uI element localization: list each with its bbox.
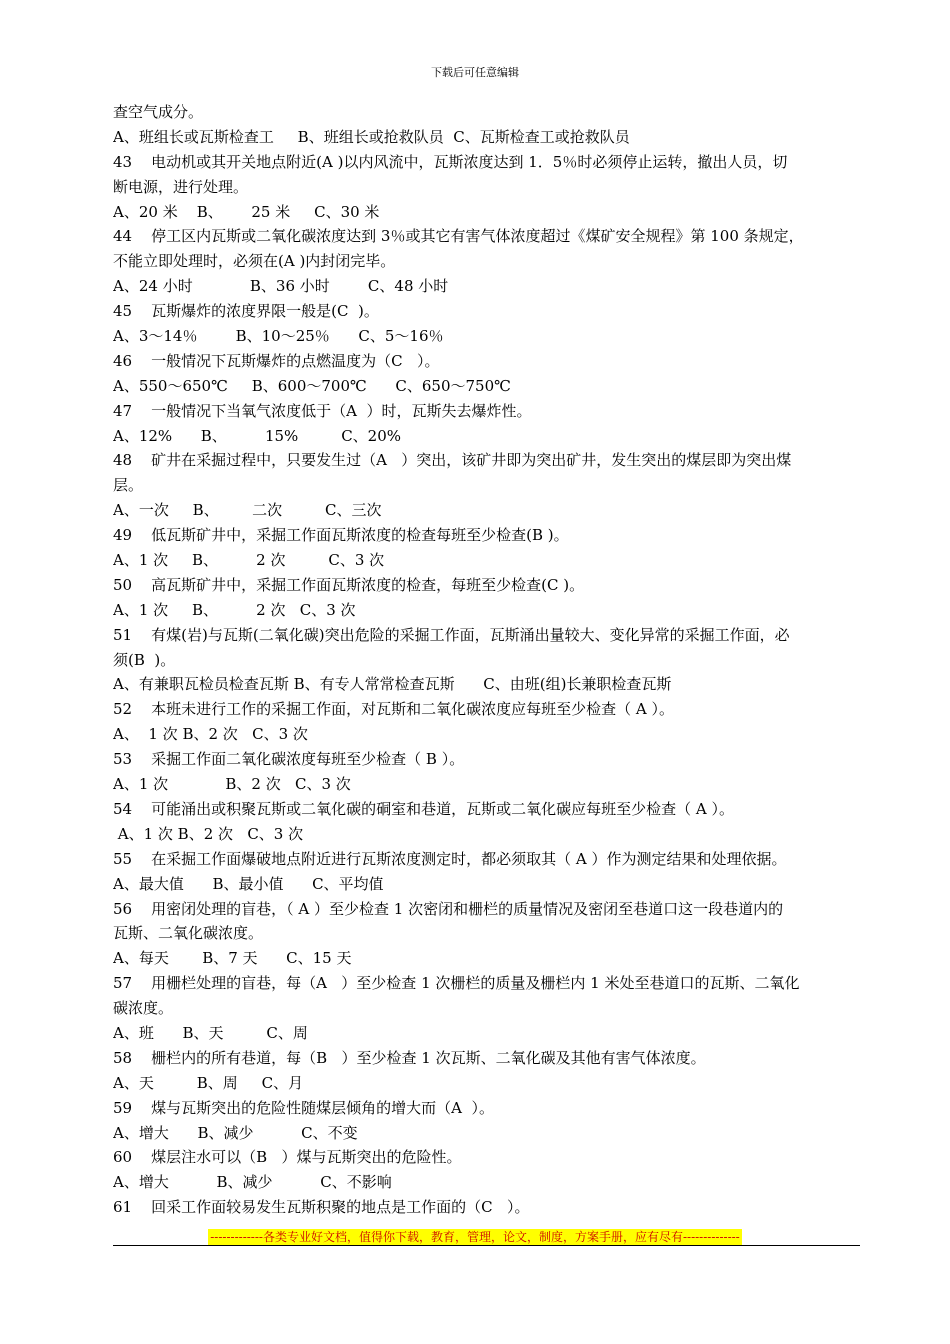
text-line: 43 电动机或其开关地点附近(A )以内风流中，瓦斯浓度达到 1．5％时必须停止运转，撤出人员，切 xyxy=(113,152,788,171)
text-line: A、1 次 B、2 次 C、3 次 xyxy=(113,824,304,843)
text-line: A、班 B、天 C、周 xyxy=(113,1023,308,1042)
text-line: 54 可能涌出或积聚瓦斯或二氧化碳的硐室和巷道，瓦斯或二氧化碳应每班至少检查（ A ）。 xyxy=(113,799,735,818)
text-line: A、有兼职瓦检员检查瓦斯 B、有专人常常检查瓦斯 C、由班(组)长兼职检查瓦斯 xyxy=(113,675,672,694)
text-line: 56 用密闭处理的盲巷，（ A ）至少检查 1 次密闭和栅栏的质量情况及密闭至巷道口这一段巷道内的 xyxy=(113,899,784,918)
text-line: A、20 米 B、 25 米 C、30 米 xyxy=(113,202,380,221)
text-line: A、550～650℃ B、600～700℃ C、650～750℃ xyxy=(113,376,511,395)
text-line: A、班组长或瓦斯检查工 B、班组长或抢救队员 C、瓦斯检查工或抢救队员 xyxy=(113,127,630,146)
text-line: 49 低瓦斯矿井中，采掘工作面瓦斯浓度的检查每班至少检查(B )。 xyxy=(113,526,569,545)
text-line: A、1 次 B、2 次 C、3 次 xyxy=(113,775,351,794)
text-line: 55 在采掘工作面爆破地点附近进行瓦斯浓度测定时，都必须取其（ A ）作为测定结果和处理依据。 xyxy=(113,849,787,868)
text-line: 50 高瓦斯矿井中，采掘工作面瓦斯浓度的检查，每班至少检查(C )。 xyxy=(113,575,585,594)
text-line: A、天 B、周 C、月 xyxy=(113,1073,304,1092)
text-line: 不能立即处理时，必须在(A )内封闭完毕。 xyxy=(113,252,396,271)
text-line: A、 1 次 B、2 次 C、3 次 xyxy=(113,725,308,744)
text-line: A、每天 B、7 天 C、15 天 xyxy=(113,949,352,968)
text-line: 45 瓦斯爆炸的浓度界限一般是(C )。 xyxy=(113,302,379,321)
document-body xyxy=(113,100,863,1220)
text-line: 48 矿井在采掘过程中，只要发生过（A ）突出，该矿井即为突出矿井，发生突出的煤层即为突出煤 xyxy=(113,451,792,470)
text-line: 瓦斯、二氧化碳浓度。 xyxy=(113,924,264,943)
text-line: 查空气成分。 xyxy=(113,103,204,121)
footer-rule xyxy=(113,1245,860,1246)
page-footer xyxy=(0,1226,950,1245)
footer-banner: -------------各类专业好文档，值得你下载，教育，管理，论文，制度，方案手册，应有尽有-------------- xyxy=(210,1230,740,1244)
text-line: 断电源，进行处理。 xyxy=(113,177,249,196)
text-line: 碳浓度。 xyxy=(113,999,174,1018)
text-line: 52 本班未进行工作的采掘工作面，对瓦斯和二氧化碳浓度应每班至少检查（ A ）。 xyxy=(113,700,675,719)
text-line: 58 栅栏内的所有巷道，每（B ）至少检查 1 次瓦斯、二氧化碳及其他有害气体浓度。 xyxy=(113,1048,706,1067)
text-line: 61 回采工作面较易发生瓦斯积聚的地点是工作面的（C ）。 xyxy=(113,1198,530,1217)
page-header: 下载后可任意编辑 xyxy=(431,66,519,79)
text-line: A、增大 B、减少 C、不影响 xyxy=(113,1173,392,1192)
text-line: A、1 次 B、 2 次 C、3 次 xyxy=(113,551,385,570)
text-line: A、最大值 B、最小值 C、平均值 xyxy=(113,874,384,893)
text-line: A、一次 B、 二次 C、三次 xyxy=(113,501,382,520)
text-line: 60 煤层注水可以（B ）煤与瓦斯突出的危险性。 xyxy=(113,1148,462,1167)
text-line: 47 一般情况下当氧气浓度低于（A ）时，瓦斯失去爆炸性。 xyxy=(113,401,532,420)
text-line: 须(B )。 xyxy=(113,650,176,669)
text-line: 51 有煤(岩)与瓦斯(二氧化碳)突出危险的采掘工作面，瓦斯涌出量较大、变化异常的采掘工作面，必 xyxy=(113,625,790,644)
text-line: 层。 xyxy=(113,476,144,495)
text-line: A、3～14％ B、10～25％ C、5～16％ xyxy=(113,327,444,346)
text-line: A、增大 B、减少 C、不变 xyxy=(113,1123,358,1142)
text-line: A、1 次 B、 2 次 C、3 次 xyxy=(113,600,356,619)
text-line: 57 用栅栏处理的盲巷，每（A ）至少检查 1 次栅栏的质量及栅栏内 1 米处至巷道口的瓦斯、二氧化 xyxy=(113,974,800,993)
text-line: 59 煤与瓦斯突出的危险性随煤层倾角的增大而（A ）。 xyxy=(113,1098,495,1117)
text-line: A、24 小时 B、36 小时 C、48 小时 xyxy=(113,277,449,296)
text-line: A、12% B、 15% C、20% xyxy=(113,426,402,445)
text-line: 46 一般情况下瓦斯爆炸的点燃温度为（C ）。 xyxy=(113,351,440,370)
text-line: 53 采掘工作面二氧化碳浓度每班至少检查（ B ）。 xyxy=(113,750,465,769)
text-line: 44 停工区内瓦斯或二氧化碳浓度达到 3％或其它有害气体浓度超过《煤矿安全规程》第 100 条规定， xyxy=(113,227,804,246)
